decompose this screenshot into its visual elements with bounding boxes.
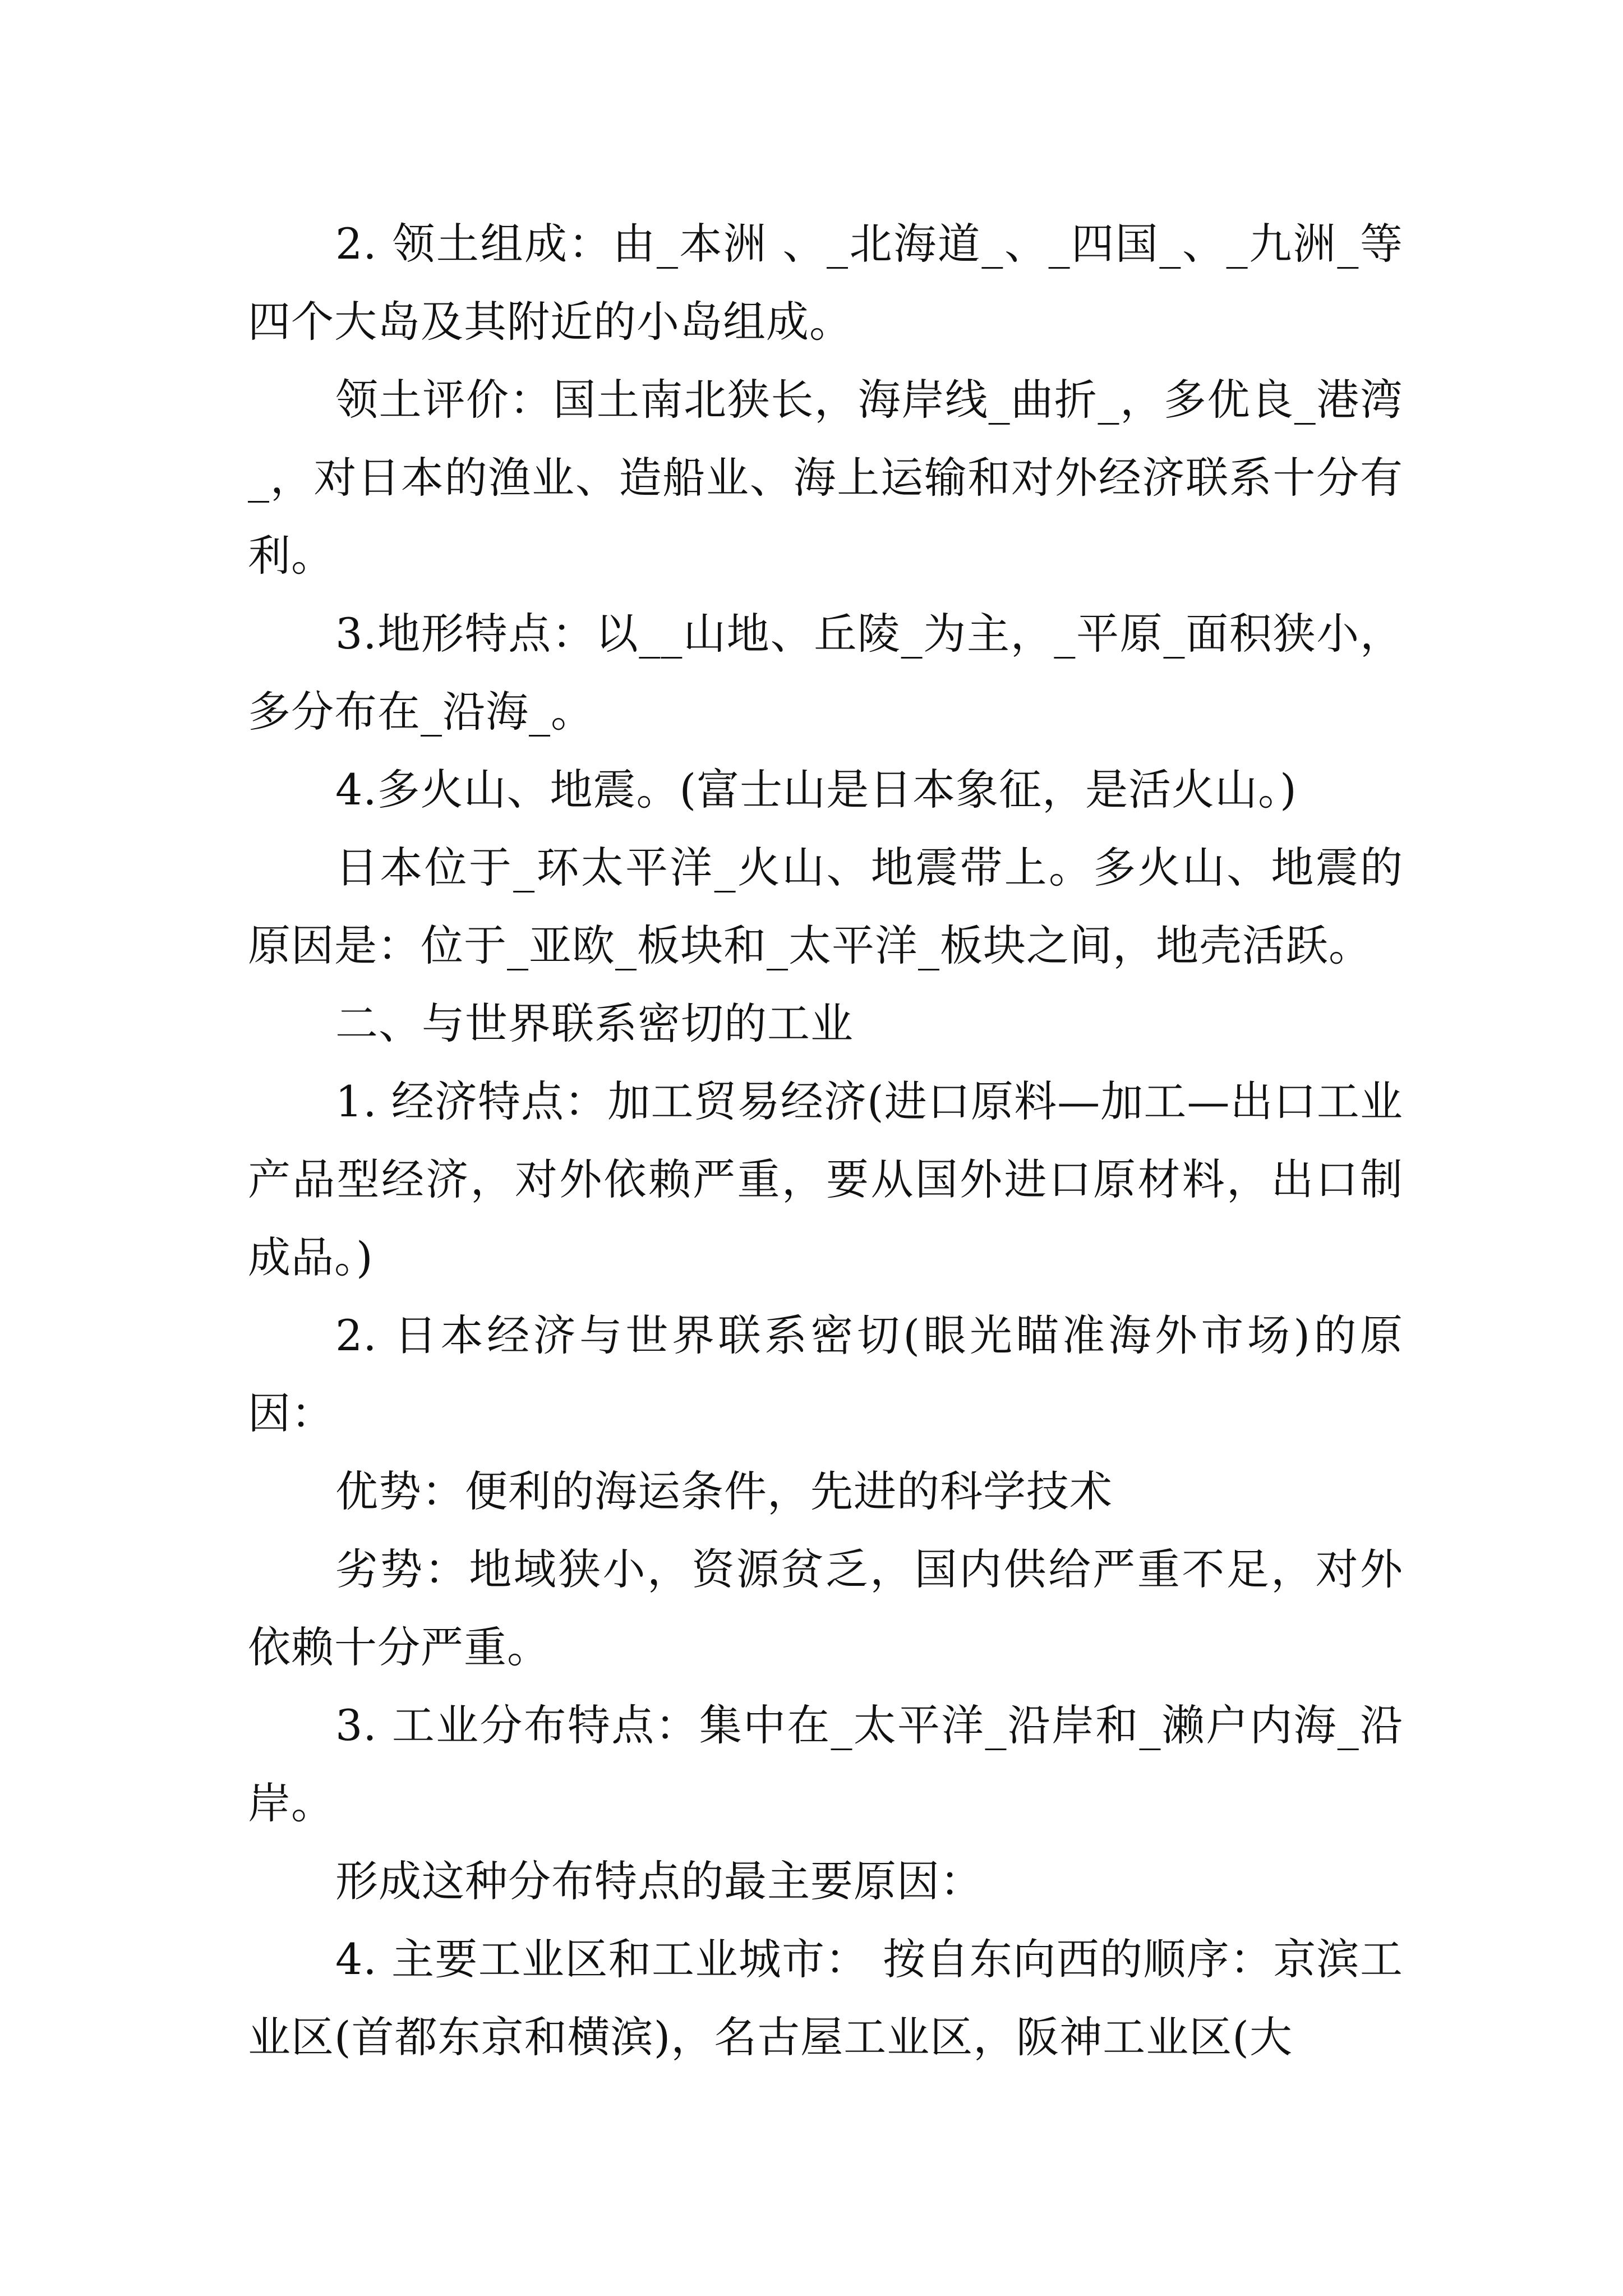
- paragraph-seismic-belt: 日本位于_环太平洋_火山、地震带上。多火山、地震的原因是：位于_亚欧_板块和_太平洋_板块之间，地壳活跃。: [248, 843, 1403, 970]
- paragraph-economic-features: 1. 经济特点：加工贸易经济(进口原料—加工—出口工业产品型经济，对外依赖严重，要从国外进口原材料，出口制成品。): [248, 1076, 1403, 1282]
- paragraph-territory-composition: 2. 领土组成：由_本洲 、_北海道_、_四国_、_九洲_等四个大岛及其附近的小岛组成。: [248, 219, 1403, 347]
- section-heading-industry: 二、与世界联系密切的工业: [335, 999, 854, 1048]
- paragraph-economic-reasons: 2. 日本经济与世界联系密切(眼光瞄准海外市场)的原因：: [248, 1310, 1403, 1438]
- paragraph-terrain-features: 3.地形特点：以__山地、丘陵_为主，_平原_面积狭小，多分布在_沿海_。: [248, 609, 1403, 737]
- paragraph-volcanoes-earthquakes: 4.多火山、地震。(富士山是日本象征，是活火山。): [335, 765, 1297, 815]
- paragraph-territory-evaluation: 领土评价：国土南北狭长，海岸线_曲折_，多优良_港湾_，对日本的渔业、造船业、海上运输和对外经济联系十分有利。: [248, 375, 1403, 581]
- document-body: [248, 205, 1403, 2076]
- paragraph-distribution-reason: 形成这种分布特点的最主要原因：: [335, 1856, 983, 1906]
- paragraph-disadvantages: 劣势：地域狭小，资源贫乏，国内供给严重不足，对外依赖十分严重。: [248, 1544, 1403, 1672]
- paragraph-industrial-regions: 4. 主要工业区和工业城市： 按自东向西的顺序：京滨工业区(首都东京和横滨)，名古屋工业区，阪神工业区(大: [248, 1934, 1403, 2062]
- paragraph-industrial-distribution: 3. 工业分布特点：集中在_太平洋_沿岸和_濑户内海_沿岸。: [248, 1700, 1403, 1828]
- paragraph-advantages: 优势：便利的海运条件，先进的科学技术: [335, 1466, 1113, 1516]
